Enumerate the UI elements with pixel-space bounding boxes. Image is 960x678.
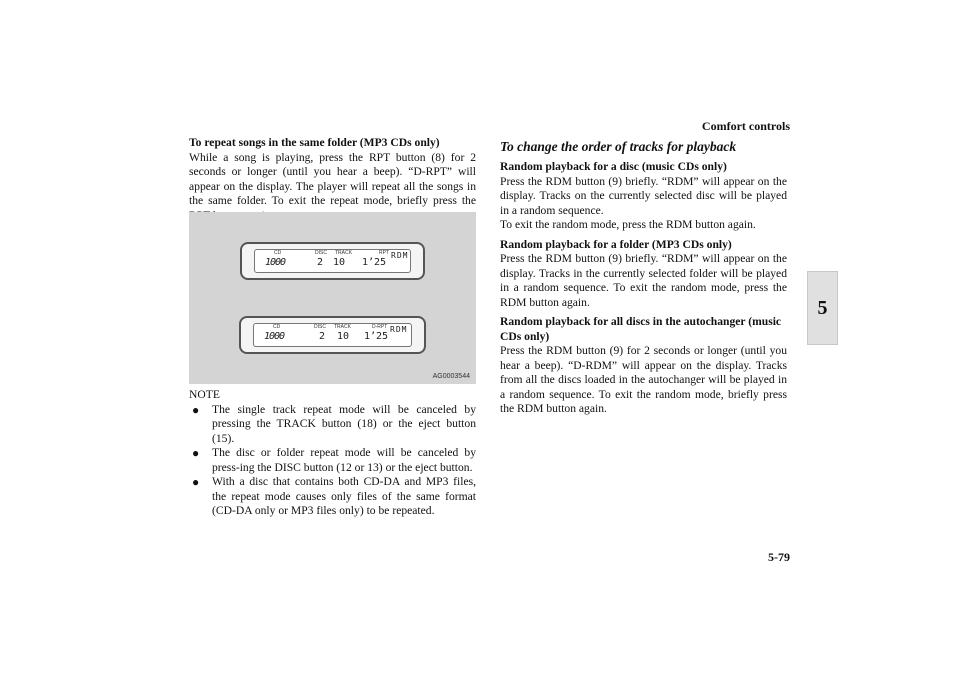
display-tag-track: TRACK [334, 324, 351, 330]
note-item [189, 446, 476, 475]
display-screen [253, 323, 412, 347]
audio-display-drpt [239, 316, 426, 354]
display-left-segment: 1000 [265, 257, 286, 268]
note-item [189, 403, 476, 447]
note-text: The disc or folder repeat mode will be canceled by press-ing the DISC button (12 or 13) or the eject button. [212, 446, 476, 474]
bullet-icon: ● [192, 446, 200, 460]
body-paragraph: While a song is playing, press the RPT button (8) for 2 seconds or longer (until you hear a beep). “D-RPT” will appear on the display. The player will repeat all the songs in the same folder. To exit the repeat mode, briefly press the [189, 150, 476, 207]
note-text: The single track repeat mode will be canceled by pressing the TRACK button (18) or the eject button (15). [212, 402, 476, 445]
note-label: NOTE [189, 388, 220, 401]
display-tag-cd: CD [274, 250, 282, 256]
note-list [189, 403, 476, 519]
display-time: 1’25 [364, 331, 389, 342]
display-tag-disc: DISC [314, 324, 326, 330]
chapter-tab: 5 [807, 271, 838, 345]
display-disc-number: 2 [317, 257, 324, 268]
note-block [189, 388, 476, 519]
display-tag-disc: DISC [315, 250, 327, 256]
display-tag-track: TRACK [335, 250, 352, 256]
subsection-heading: Random playback for a folder (MP3 CDs only) [500, 237, 732, 251]
section-heading: To repeat songs in the same folder (MP3 CDs only) [189, 136, 440, 149]
display-screen [254, 249, 411, 273]
display-left-segment: 1000 [264, 331, 285, 342]
note-item [189, 475, 476, 519]
right-column [500, 138, 787, 417]
subsection-heading: Random playback for a disc (music CDs only) [500, 160, 727, 173]
note-text: With a disc that contains both CD-DA and MP3 files, the repeat mode causes only files of the same format (CD-DA only or MP3 files only) to be repeated. [212, 475, 476, 517]
display-track-number: 10 [337, 331, 350, 342]
section-title: To change the order of tracks for playback [500, 139, 737, 154]
body-paragraph: Press the RDM button (9) briefly. “RDM” will appear on the display. Tracks on the currently selected disc will be played in a random sequence. [500, 174, 787, 217]
left-column-intro [189, 136, 476, 223]
body-paragraph: Press the RDM button (9) briefly. “RDM” will appear on the display. Tracks in the currently selected folder will be played in a random sequence. To exit the random mode, press the RDM button again. [500, 252, 787, 309]
display-tag-rpt: RPT [379, 250, 389, 256]
subsection-heading: Random playback for all discs in the autochanger (music CDs only) [500, 315, 782, 343]
display-mode-indicator: RDM [390, 325, 408, 334]
display-track-number: 10 [333, 257, 346, 268]
audio-display-rpt [240, 242, 425, 280]
bullet-icon: ● [192, 475, 200, 489]
body-paragraph: Press the RDM button (9) for 2 seconds or longer (until you hear a beep). “D-RDM” will appear on the display. Tracks from all the discs loaded in the autochanger will be played in a random sequence. To exit the random mode, briefly press the RDM button again. [500, 344, 787, 415]
display-illustration [189, 212, 476, 384]
display-tag-cd: CD [273, 324, 281, 330]
display-disc-number: 2 [319, 331, 326, 342]
body-paragraph: To exit the random mode, press the RDM button again. [500, 218, 756, 231]
figure-id: AG0003544 [432, 373, 470, 380]
bullet-icon: ● [192, 402, 200, 417]
running-header: Comfort controls [701, 119, 790, 133]
display-tag-drpt: D-RPT [372, 324, 388, 330]
display-time: 1’25 [362, 257, 387, 268]
display-mode-indicator: RDM [391, 251, 409, 260]
page-number: 5-79 [768, 550, 790, 564]
